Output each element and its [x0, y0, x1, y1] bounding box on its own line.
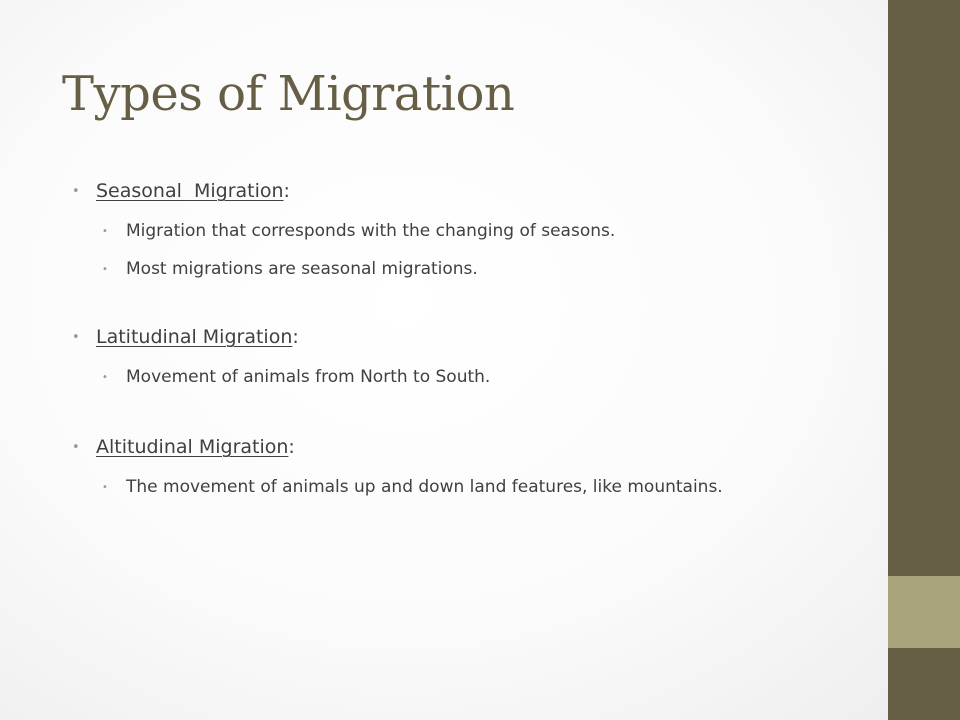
- sidebar-accent-middle: [888, 576, 960, 648]
- spacer: [72, 402, 812, 432]
- term-label: Seasonal Migration: [96, 180, 284, 202]
- bullet-icon: •: [102, 264, 108, 275]
- term-label: Latitudinal Migration: [96, 326, 293, 348]
- sidebar-accent-bottom: [888, 648, 960, 720]
- sub-bullet-text: Most migrations are seasonal migrations.: [126, 259, 478, 279]
- bullet-icon: •: [72, 184, 80, 199]
- sub-bullet-text: Movement of animals from North to South.: [126, 367, 491, 387]
- sub-bullet: [102, 474, 766, 500]
- bullet-icon: •: [102, 372, 108, 383]
- bullet-icon: •: [72, 440, 80, 455]
- sidebar-accent-top: [888, 0, 960, 576]
- sub-bullet: [102, 256, 812, 282]
- slide-title: Types of Migration: [62, 66, 515, 122]
- bullet-altitudinal-migration: [72, 432, 812, 462]
- term-label: Altitudinal Migration: [96, 436, 289, 458]
- spacer: [72, 294, 812, 322]
- term-suffix: :: [292, 326, 299, 348]
- sub-bullet: [102, 364, 812, 390]
- term-suffix: :: [288, 436, 295, 458]
- sub-bullet: [102, 218, 812, 244]
- term-suffix: :: [283, 180, 290, 202]
- bullet-seasonal-migration: [72, 176, 812, 206]
- slide-body: [72, 176, 812, 512]
- bullet-icon: •: [102, 226, 108, 237]
- sub-bullet-text: Migration that corresponds with the changing of seasons.: [126, 221, 616, 241]
- sub-bullet-text: The movement of animals up and down land features, like mountains.: [126, 477, 723, 497]
- bullet-icon: •: [72, 330, 80, 345]
- bullet-latitudinal-migration: [72, 322, 812, 352]
- bullet-icon: •: [102, 482, 108, 493]
